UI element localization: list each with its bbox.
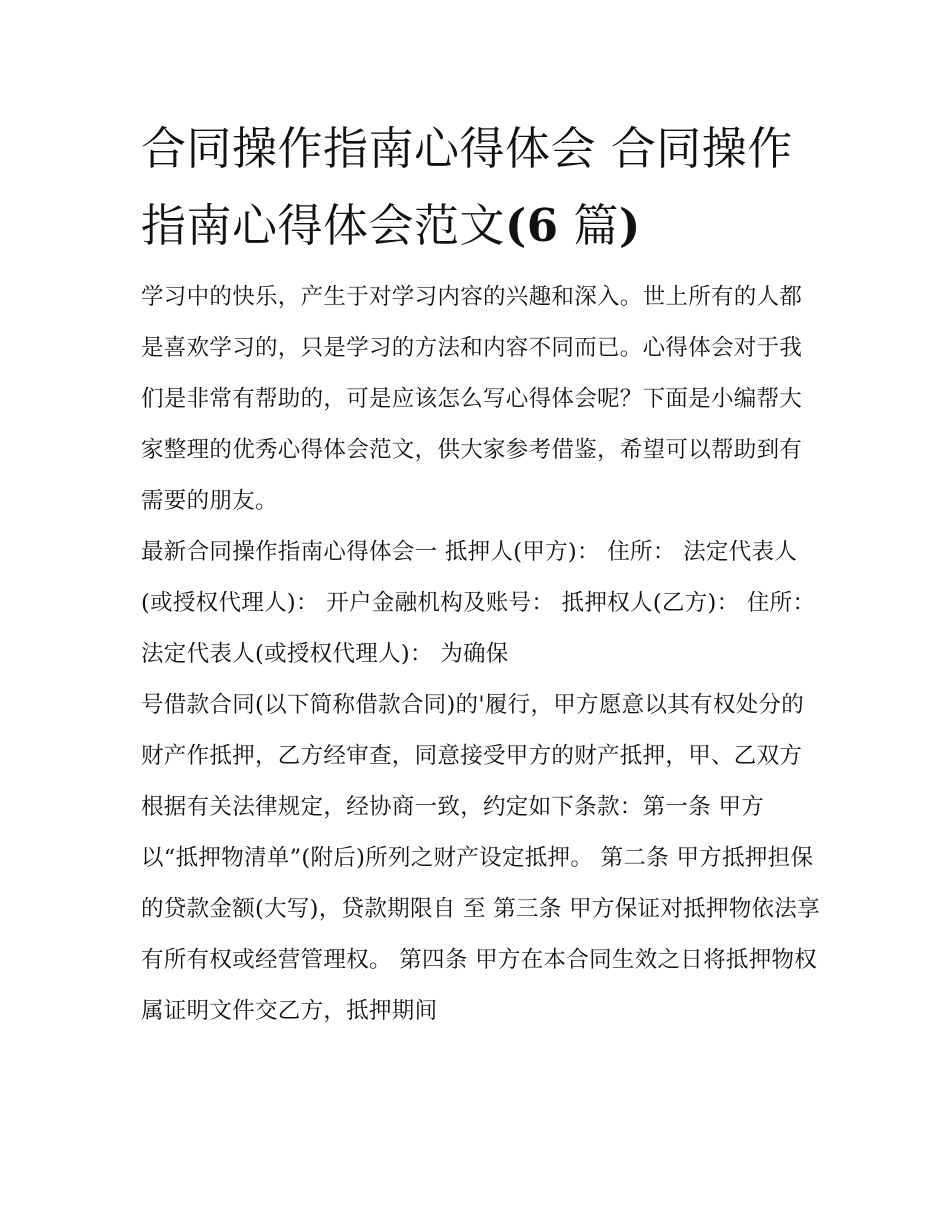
title-count-open: (6 <box>505 199 559 252</box>
title-count-unit: 篇 <box>558 199 619 252</box>
document-title <box>141 110 821 264</box>
title-text: 合同操作指南心得体会 合同操作指南心得体会范文 <box>141 122 793 252</box>
document-page <box>141 110 821 1037</box>
contract-parties-paragraph: 最新合同操作指南心得体会一 抵押人(甲方)： 住所： 法定代表人(或授权代理人)： 开户金融机构及账号： 抵押权人(乙方)： 住所： <box>141 539 816 616</box>
contract-terms-paragraph: 号借款合同(以下简称借款合同)的'履行，甲方愿意以其有权处分的财产作抵押，乙方经审查，同意接受甲方的财产抵押，甲、乙双方根据有关法律规定，经协商一致，约定如下条款：第一条 甲方以“抵押物清单”(附后)所列之财产设定抵押。 第二条 甲方抵押担保的贷款金额(大写)，贷款期限自 至 第三条 甲方保证对抵押物依法享有所有权或经营管理权。 第四条 甲方在本合同生效之日将抵押物权属证明文件交乙方，抵押期间 <box>141 692 820 1024</box>
title-count-close: ) <box>618 199 641 252</box>
intro-paragraph: 学习中的快乐，产生于对学习内容的兴趣和深入。世上所有的人都是喜欢学习的，只是学习的方法和内容不同而已。心得体会对于我们是非常有帮助的，可是应该怎么写心得体会呢？下面是小编帮大家整理的优秀心得体会范文，供大家参考借鉴，希望可以帮助到有需要的朋友。 <box>141 284 803 514</box>
legal-representative-paragraph: 法定代表人(或授权代理人)： 为确保 <box>141 641 509 667</box>
